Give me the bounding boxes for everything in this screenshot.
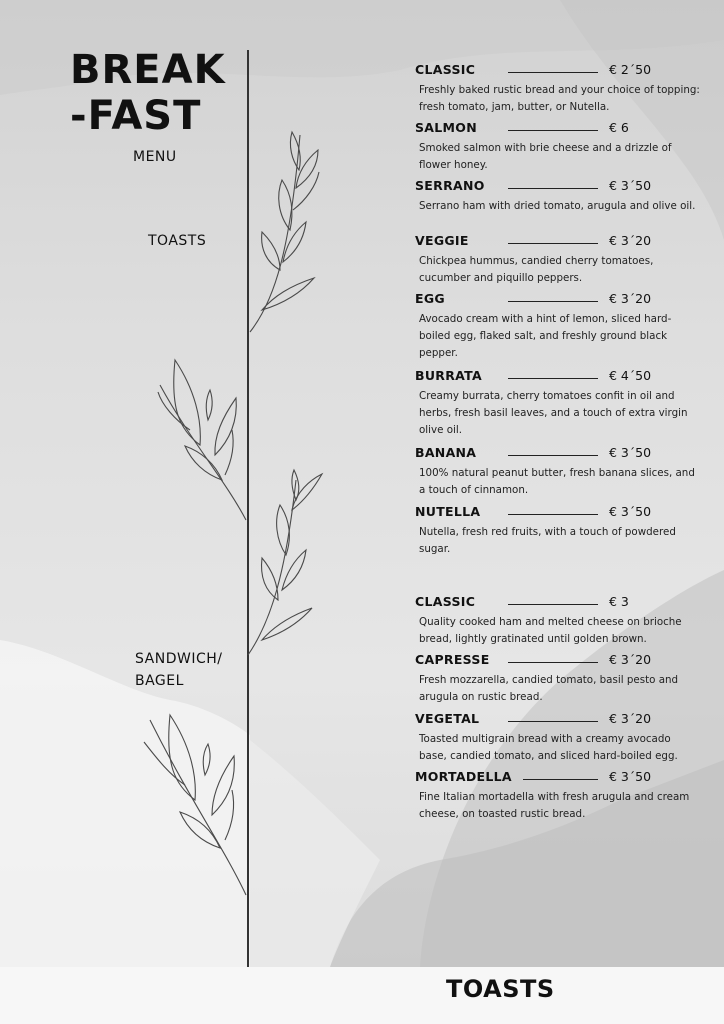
item-price: € 3´20 <box>609 711 652 726</box>
item-price: € 2´50 <box>609 62 652 77</box>
item-description: Nutella, fresh red fruits, with a touch of powdered sugar. <box>419 526 676 555</box>
item-dotted-line <box>508 243 598 244</box>
item-description: Fresh mozzarella, candied tomato, basil pesto and arugula on rustic bread. <box>419 674 679 703</box>
menu-item <box>415 504 705 558</box>
item-name: SALMON <box>415 120 477 135</box>
item-price: € 3´50 <box>609 504 652 519</box>
item-name: BANANA <box>415 445 477 460</box>
menu-item <box>415 62 705 116</box>
footer-band <box>0 967 724 1024</box>
item-name: CLASSIC <box>415 594 476 609</box>
menu-subtitle: MENU <box>133 149 177 165</box>
item-dotted-line <box>508 604 598 605</box>
item-dotted-line <box>508 514 598 515</box>
item-name: NUTELLA <box>415 504 481 519</box>
item-description: Serrano ham with dried tomato, arugula and olive oil. <box>419 200 696 212</box>
item-description: Avocado cream with a hint of lemon, sliced hard-boiled egg, flaked salt, and freshly ground black pepper. <box>419 313 672 359</box>
item-description: Smoked salmon with brie cheese and a drizzle of flower honey. <box>419 142 672 171</box>
item-price: € 3´20 <box>609 233 652 248</box>
item-dotted-line <box>508 378 598 379</box>
menu-title-line-1: BREAK <box>70 47 226 93</box>
item-description: 100% natural peanut butter, fresh banana slices, and a touch of cinnamon. <box>419 467 695 496</box>
item-description: Quality cooked ham and melted cheese on brioche bread, lightly gratinated until golden brown. <box>419 616 682 645</box>
menu-item <box>415 652 705 706</box>
item-price: € 3´20 <box>609 652 652 667</box>
item-name: MORTADELLA <box>415 769 512 784</box>
item-description: Creamy burrata, cherry tomatoes confit in oil and herbs, fresh basil leaves, and a touch of extra virgin olive oil. <box>419 390 688 436</box>
leaf-branch-icon <box>248 470 322 655</box>
item-name: BURRATA <box>415 368 482 383</box>
section-label-sandwich <box>135 648 222 692</box>
item-dotted-line <box>508 662 598 663</box>
item-price: € 3´50 <box>609 445 652 460</box>
menu-item <box>415 711 705 765</box>
item-price: € 3´20 <box>609 291 652 306</box>
item-dotted-line <box>508 721 598 722</box>
menu-item <box>415 769 705 823</box>
item-dotted-line <box>508 72 598 73</box>
section-label-toasts <box>148 230 206 252</box>
item-description: Fine Italian mortadella with fresh arugula and cream cheese, on toasted rustic bread. <box>419 791 690 820</box>
footer-title: TOASTS <box>446 975 555 1003</box>
item-dotted-line <box>508 455 598 456</box>
item-name: EGG <box>415 291 445 306</box>
item-name: SERRANO <box>415 178 485 193</box>
menu-item <box>415 178 705 215</box>
menu-item <box>415 594 705 648</box>
section-label-line-2: BAGEL <box>135 673 184 689</box>
item-name: CAPRESSE <box>415 652 490 667</box>
menu-title-line-2: -FAST <box>70 93 202 139</box>
item-description: Chickpea hummus, candied cherry tomatoes, cucumber and piquillo peppers. <box>419 255 654 284</box>
menu-item <box>415 233 705 287</box>
item-price: € 6 <box>609 120 629 135</box>
item-price: € 3´50 <box>609 769 652 784</box>
item-price: € 3´50 <box>609 178 652 193</box>
item-dotted-line <box>508 188 598 189</box>
section-label-line-1: SANDWICH/ <box>135 651 223 667</box>
item-name: VEGGIE <box>415 233 469 248</box>
item-price: € 3 <box>609 594 629 609</box>
item-name: VEGETAL <box>415 711 480 726</box>
menu-item <box>415 445 705 499</box>
leaf-branch-icon <box>144 715 246 895</box>
item-dotted-line <box>508 130 598 131</box>
section-label-text: TOASTS <box>148 233 207 249</box>
menu-title <box>70 47 226 139</box>
item-name: CLASSIC <box>415 62 476 77</box>
leaf-branch-icon <box>158 360 246 520</box>
item-description: Freshly baked rustic bread and your choice of topping: fresh tomato, jam, butter, or Nutella. <box>419 84 700 113</box>
leaf-branch-icon <box>250 132 319 332</box>
menu-item <box>415 291 705 362</box>
menu-item <box>415 120 705 174</box>
item-dotted-line <box>523 779 598 780</box>
item-description: Toasted multigrain bread with a creamy avocado base, candied tomato, and sliced hard-boiled egg. <box>419 733 678 762</box>
menu-item <box>415 368 705 439</box>
item-price: € 4´50 <box>609 368 652 383</box>
item-dotted-line <box>508 301 598 302</box>
